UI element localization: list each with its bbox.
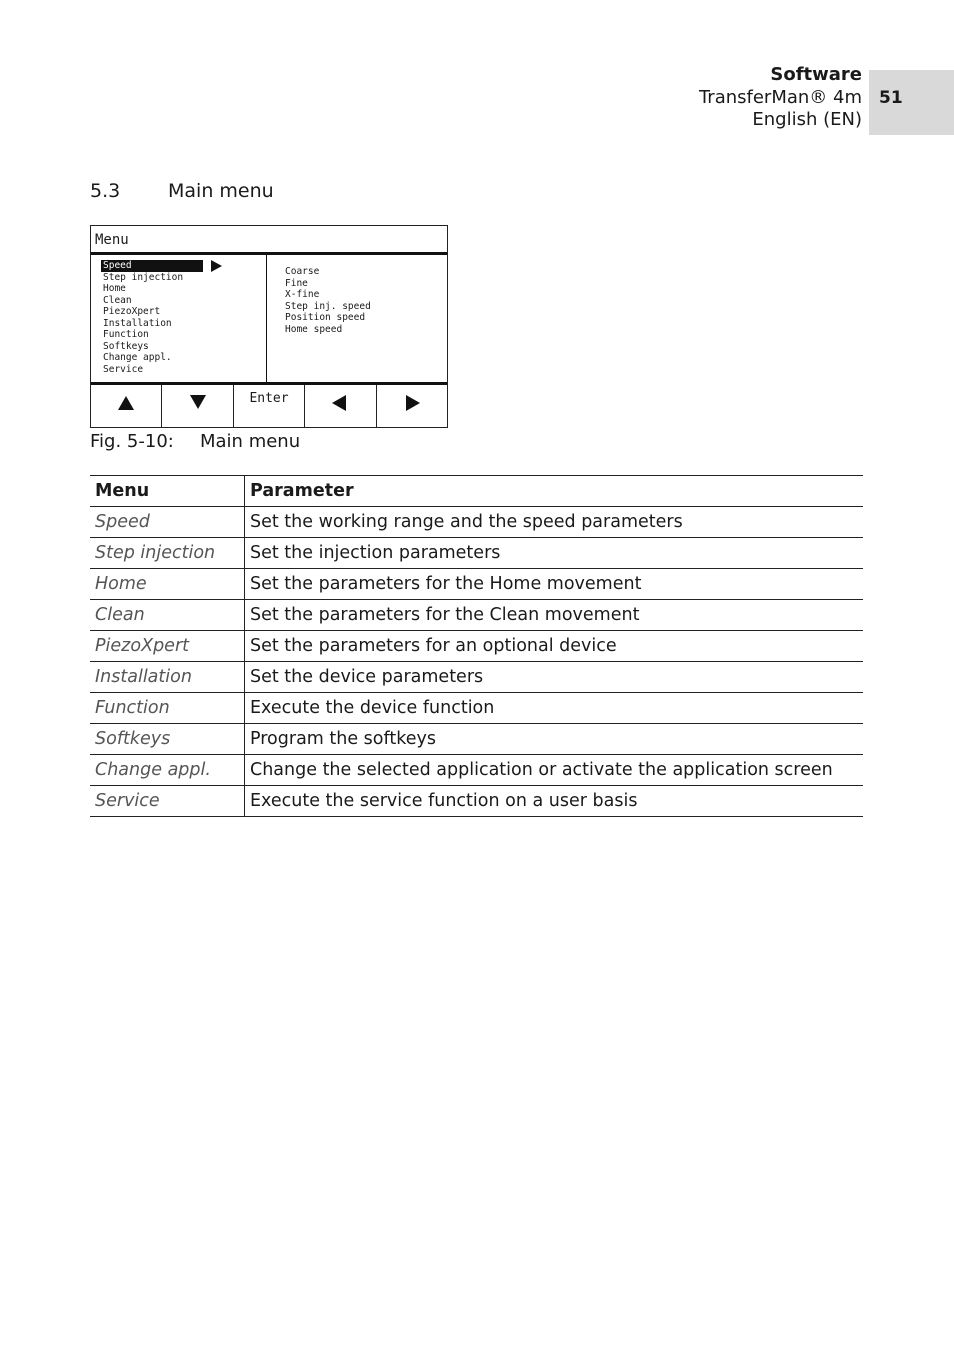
table-cell-menu: PiezoXpert — [90, 631, 245, 662]
column-header-parameter: Parameter — [245, 476, 864, 507]
table-cell-parameter: Set the parameters for the Home movement — [245, 569, 864, 600]
device-menu-item[interactable]: Service — [103, 363, 144, 375]
section-heading — [90, 180, 274, 202]
table-cell-menu: Clean — [90, 600, 245, 631]
device-panel-divider — [266, 255, 267, 382]
table-cell-menu: Change appl. — [90, 755, 245, 786]
figure-label: Fig. 5-10: — [90, 431, 174, 452]
page-number-tab — [869, 70, 954, 135]
table-row — [90, 631, 863, 662]
table-cell-parameter: Execute the service function on a user basis — [245, 786, 864, 817]
running-header — [699, 64, 862, 132]
submenu-pointer-icon — [211, 260, 222, 272]
table-cell-menu: Speed — [90, 507, 245, 538]
device-menu-item[interactable]: Home — [103, 283, 126, 294]
softkey-up[interactable] — [91, 385, 162, 428]
page-number: 51 — [879, 88, 903, 108]
device-menu-item[interactable]: Change appl. — [103, 352, 172, 363]
device-submenu-list — [285, 266, 371, 335]
device-submenu-item[interactable]: Position speed — [285, 312, 366, 323]
table-row — [90, 786, 863, 817]
device-screen-figure — [90, 225, 448, 428]
device-menu-list — [101, 260, 261, 375]
device-menu-item[interactable]: Speed — [101, 260, 203, 272]
table-cell-menu: Step injection — [90, 538, 245, 569]
table-cell-parameter: Set the injection parameters — [245, 538, 864, 569]
table-row — [90, 507, 863, 538]
table-cell-menu: Home — [90, 569, 245, 600]
section-title: Main menu — [168, 180, 274, 202]
device-title-rule — [91, 252, 447, 255]
softkey-right[interactable] — [377, 385, 447, 428]
header-language: English (EN) — [752, 109, 862, 130]
device-submenu-item[interactable]: Coarse — [285, 266, 320, 277]
device-submenu-item[interactable]: Fine — [285, 277, 308, 289]
table-cell-parameter: Set the parameters for an optional device — [245, 631, 864, 662]
table-cell-parameter: Execute the device function — [245, 693, 864, 724]
table-cell-menu: Function — [90, 693, 245, 724]
table-cell-menu: Installation — [90, 662, 245, 693]
table-row — [90, 662, 863, 693]
device-menu-item[interactable]: Function — [103, 329, 149, 340]
section-number: 5.3 — [90, 180, 121, 202]
device-menu-item[interactable]: Softkeys — [103, 340, 149, 352]
table-cell-menu: Service — [90, 786, 245, 817]
device-screen-title: Menu — [95, 232, 129, 248]
softkey-down[interactable] — [162, 385, 233, 428]
figure-caption — [90, 431, 300, 452]
table-row — [90, 600, 863, 631]
device-menu-item[interactable]: Installation — [103, 317, 172, 329]
device-menu-item[interactable]: Clean — [103, 294, 132, 306]
table-cell-parameter: Program the softkeys — [245, 724, 864, 755]
table-cell-parameter: Set the parameters for the Clean movement — [245, 600, 864, 631]
up-arrow-icon — [118, 396, 134, 410]
menu-parameter-table — [90, 475, 863, 817]
table-cell-parameter: Change the selected application or activate the application screen — [245, 755, 864, 786]
header-product: TransferMan® 4m — [698, 86, 862, 108]
device-submenu-item[interactable]: Home speed — [285, 323, 343, 335]
table-row — [90, 693, 863, 724]
device-submenu-item[interactable]: Step inj. speed — [285, 300, 371, 312]
device-menu-item[interactable]: PiezoXpert — [103, 306, 161, 317]
device-submenu-item[interactable]: X-fine — [285, 289, 320, 300]
table-cell-menu: Softkeys — [90, 724, 245, 755]
softkey-bar — [91, 385, 447, 428]
table-row — [90, 538, 863, 569]
table-cell-parameter: Set the device parameters — [245, 662, 864, 693]
right-arrow-icon — [406, 395, 420, 411]
column-header-menu: Menu — [90, 476, 245, 507]
enter-label: Enter — [249, 391, 289, 406]
figure-caption-text: Main menu — [200, 431, 301, 452]
table-cell-parameter: Set the working range and the speed parameters — [245, 507, 864, 538]
device-menu-item[interactable]: Step injection — [103, 271, 184, 283]
table-body — [90, 507, 863, 817]
table-row — [90, 569, 863, 600]
table-row — [90, 724, 863, 755]
down-arrow-icon — [190, 395, 206, 409]
left-arrow-icon — [332, 395, 346, 411]
table-row — [90, 755, 863, 786]
softkey-enter[interactable] — [234, 385, 305, 428]
header-section-title: Software — [770, 64, 862, 85]
softkey-left[interactable] — [305, 385, 376, 428]
table-header-row — [90, 476, 863, 507]
